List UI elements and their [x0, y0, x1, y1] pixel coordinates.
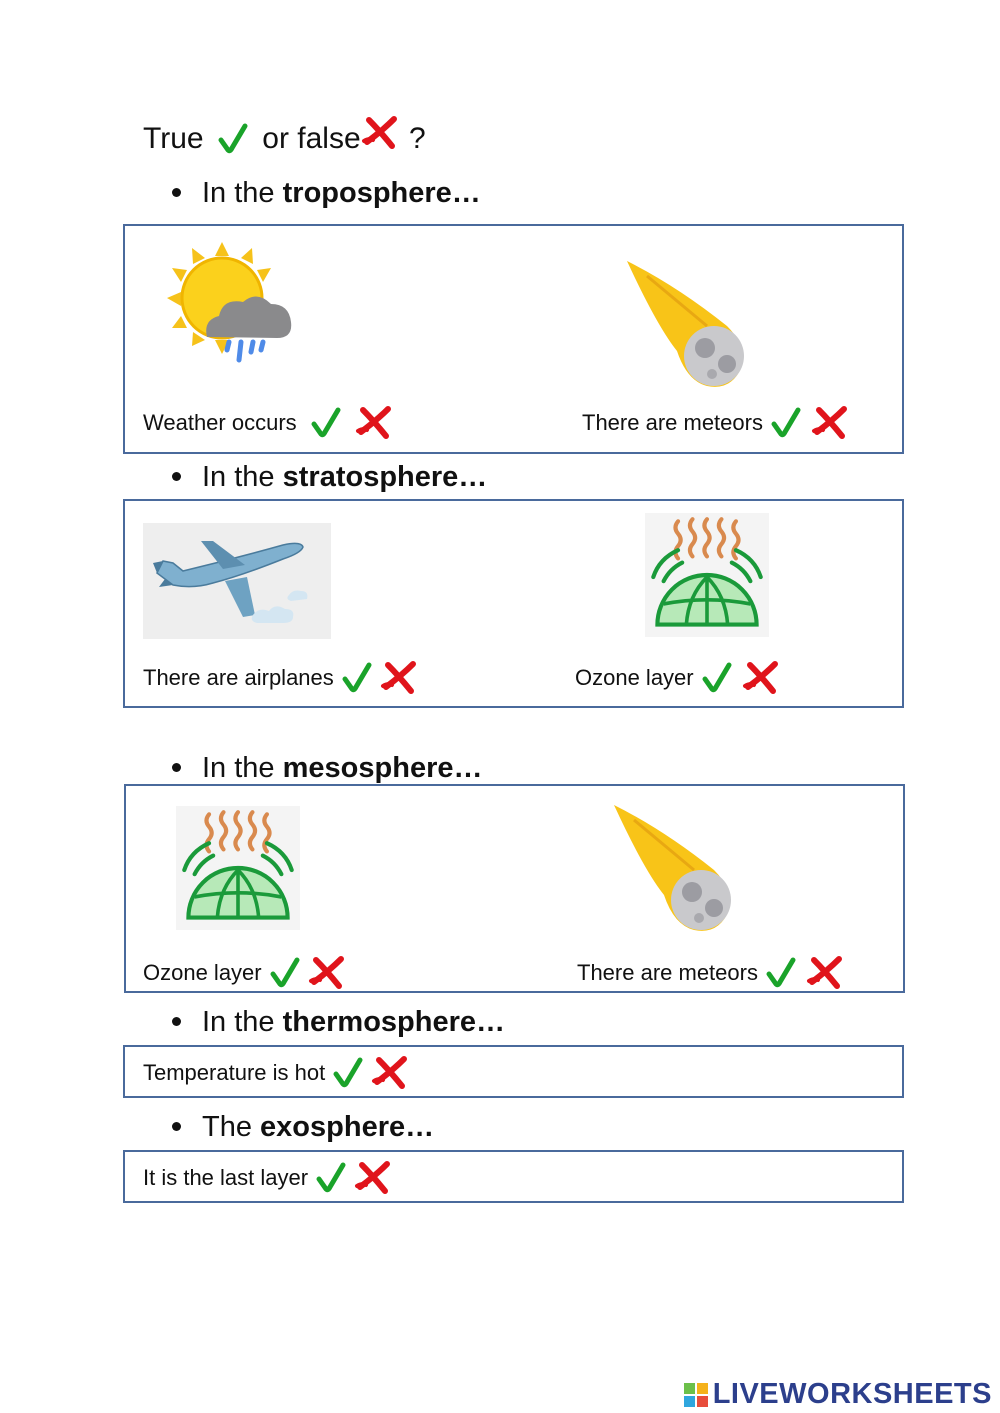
statement-there-are-airplanes [143, 661, 420, 695]
heading-layer: mesosphere… [282, 752, 483, 784]
question-box-stratosphere [123, 499, 904, 708]
heading-prefix: In the [202, 752, 275, 784]
ozone-globe-icon [176, 806, 300, 930]
statement-text: Weather occurs [143, 410, 297, 435]
statement-text: It is the last layer [143, 1165, 309, 1190]
true-check-button[interactable] [311, 407, 341, 439]
heading-prefix: In the [202, 461, 275, 493]
title-question-mark: ? [409, 122, 426, 156]
heading-prefix: In the [202, 1006, 275, 1038]
section-heading-troposphere [172, 175, 481, 211]
statement-last-layer [143, 1161, 394, 1195]
true-check-button[interactable] [702, 662, 732, 694]
statement-text: Temperature is hot [143, 1060, 326, 1085]
bullet-dot [172, 1122, 181, 1131]
question-box-thermosphere [123, 1045, 904, 1098]
statement-there-are-meteors [577, 956, 846, 990]
liveworksheets-logo [684, 1378, 992, 1411]
question-box-exosphere [123, 1150, 904, 1203]
title-true-label: True [143, 122, 204, 156]
bullet-dot [172, 188, 181, 197]
logo-text: LIVEWORKSHEETS [712, 1378, 992, 1410]
worksheet-title [143, 118, 426, 159]
statement-ozone-layer [575, 661, 782, 695]
statement-ozone-layer [143, 956, 348, 990]
section-heading-mesosphere [172, 750, 482, 786]
check-icon [218, 123, 248, 155]
true-check-button[interactable] [316, 1162, 346, 1194]
false-cross-button[interactable] [354, 1161, 394, 1195]
heading-prefix: The [202, 1111, 252, 1143]
false-cross-button[interactable] [308, 956, 348, 990]
heading-layer: thermosphere… [282, 1006, 506, 1038]
bullet-dot [172, 763, 181, 772]
meteor-icon [604, 800, 744, 940]
airplane-icon [143, 523, 331, 639]
statement-text: Ozone layer [575, 665, 694, 690]
statement-there-are-meteors [582, 406, 851, 440]
section-heading-stratosphere [172, 459, 487, 495]
statement-weather-occurs [143, 406, 395, 440]
true-check-button[interactable] [333, 1057, 363, 1089]
statement-text: Ozone layer [143, 960, 262, 985]
logo-blocks-icon [684, 1383, 708, 1407]
statement-text: There are meteors [577, 960, 758, 985]
heading-layer: troposphere… [282, 177, 481, 209]
true-check-button[interactable] [342, 662, 372, 694]
question-box-mesosphere [124, 784, 905, 993]
title-or-false-label: or false [262, 122, 361, 156]
meteor-icon [617, 256, 757, 396]
false-cross-button[interactable] [371, 1056, 411, 1090]
true-check-button[interactable] [270, 957, 300, 989]
cross-icon [361, 116, 401, 150]
weather-sun-rain-icon [167, 242, 297, 368]
true-check-button[interactable] [766, 957, 796, 989]
false-cross-button[interactable] [380, 661, 420, 695]
section-heading-exosphere [172, 1109, 434, 1145]
false-cross-button[interactable] [811, 406, 851, 440]
statement-text: There are airplanes [143, 665, 334, 690]
true-check-button[interactable] [771, 407, 801, 439]
false-cross-button[interactable] [806, 956, 846, 990]
question-box-troposphere [123, 224, 904, 454]
heading-prefix: In the [202, 177, 275, 209]
bullet-dot [172, 472, 181, 481]
heading-layer: stratosphere… [282, 461, 488, 493]
heading-layer: exosphere… [260, 1111, 435, 1143]
false-cross-button[interactable] [742, 661, 782, 695]
statement-text: There are meteors [582, 410, 763, 435]
section-heading-thermosphere [172, 1004, 505, 1040]
false-cross-button[interactable] [355, 406, 395, 440]
bullet-dot [172, 1017, 181, 1026]
statement-temperature-is-hot [143, 1056, 411, 1090]
ozone-globe-icon [645, 513, 769, 637]
